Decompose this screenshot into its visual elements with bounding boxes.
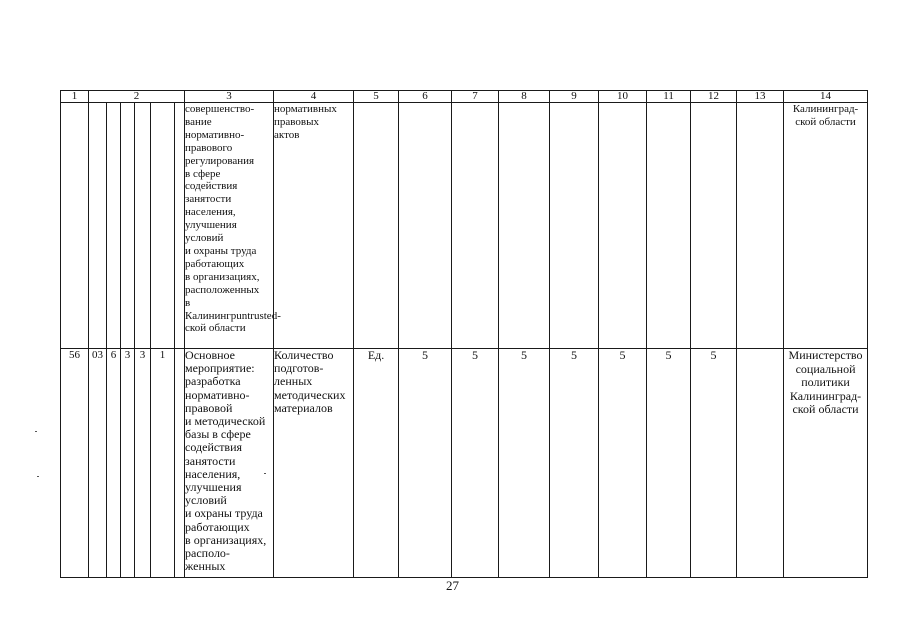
header-col-3: 3: [185, 91, 274, 103]
cell-unit: [354, 103, 399, 349]
cell-code: [121, 103, 135, 349]
header-col-11: 11: [647, 91, 691, 103]
cell-value: [737, 349, 784, 578]
cell-code: 1: [151, 349, 175, 578]
cell-value: [647, 103, 691, 349]
cell-value: 5: [647, 349, 691, 578]
cell-measure-description: совершенство- вание нормативно- правового регулирования в сфере содействия занятости населения, улучшения условий и охраны труда работающих в организациях, расположенных в Калинингрuntrusted- ской области: [185, 103, 274, 349]
page-number: 27: [446, 578, 459, 593]
cell-code: [135, 103, 151, 349]
cell-value: [399, 103, 452, 349]
cell-code: [175, 349, 185, 578]
header-col-7: 7: [452, 91, 499, 103]
cell-value: [737, 103, 784, 349]
table-row-continued: [61, 103, 868, 349]
cell-code: 6: [107, 349, 121, 578]
header-col-14: 14: [784, 91, 868, 103]
cell-indicator-name: нормативных правовых актов: [274, 103, 354, 349]
cell-value: [599, 103, 647, 349]
indicator-table: [60, 90, 868, 578]
table-row-56: [61, 349, 868, 578]
cell-value: [550, 103, 599, 349]
cell-value: 5: [399, 349, 452, 578]
scan-speck: [264, 473, 266, 474]
header-col-12: 12: [691, 91, 737, 103]
cell-value: 5: [550, 349, 599, 578]
header-col-2: 2: [89, 91, 185, 103]
cell-num: 56: [61, 349, 89, 578]
cell-value: 5: [599, 349, 647, 578]
header-row: [61, 91, 868, 103]
cell-responsible: Калининград- ской области: [784, 103, 868, 349]
cell-code: [175, 103, 185, 349]
cell-unit: Ед.: [354, 349, 399, 578]
header-col-5: 5: [354, 91, 399, 103]
header-col-4: 4: [274, 91, 354, 103]
header-col-8: 8: [499, 91, 550, 103]
header-col-9: 9: [550, 91, 599, 103]
cell-value: 5: [452, 349, 499, 578]
header-col-13: 13: [737, 91, 784, 103]
cell-value: [499, 103, 550, 349]
cell-num: [61, 103, 89, 349]
header-col-10: 10: [599, 91, 647, 103]
cell-code: 03: [89, 349, 107, 578]
cell-value: [691, 103, 737, 349]
header-col-1: 1: [61, 91, 89, 103]
cell-code: [107, 103, 121, 349]
cell-responsible: Министерство социальной политики Калининград- ской области: [784, 349, 868, 578]
cell-value: [452, 103, 499, 349]
cell-measure-description: Основное мероприятие: разработка нормативно- правовой и методической базы в сфере содействия занятости населения, улучшения условий и охраны труда работающих в организациях, располо- женных: [185, 349, 274, 578]
scan-speck: [35, 431, 37, 432]
cell-code: [89, 103, 107, 349]
header-col-6: 6: [399, 91, 452, 103]
cell-indicator-name: Количество подготов- ленных методических материалов: [274, 349, 354, 578]
cell-code: [151, 103, 175, 349]
scan-speck: [37, 476, 39, 477]
cell-code: 3: [135, 349, 151, 578]
cell-code: 3: [121, 349, 135, 578]
cell-value: 5: [499, 349, 550, 578]
cell-value: 5: [691, 349, 737, 578]
